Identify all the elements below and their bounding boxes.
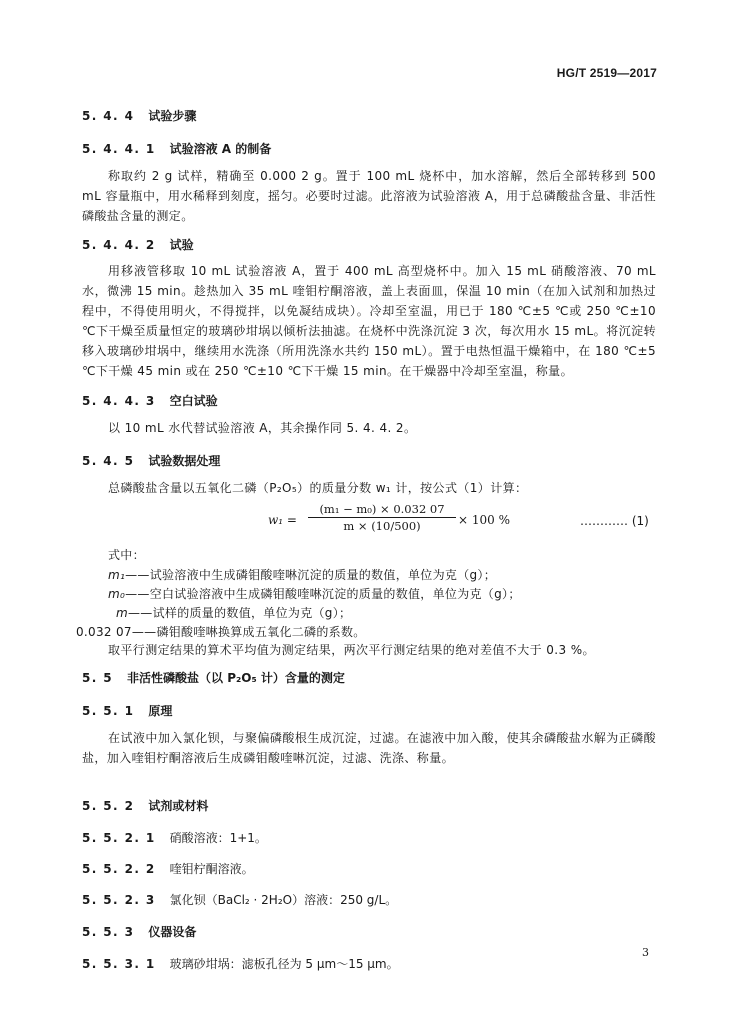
clause-number: 5. 5. 3. 1 [82,957,156,971]
clause-number: 5. 5. 2. 1 [82,831,156,845]
section-title: 原理 [148,704,173,718]
section-heading-5-4-4 [82,107,196,124]
section-title: 空白试验 [169,394,218,408]
clause-text: 氯化钡（BaCl₂ · 2H₂O）溶液：250 g/L。 [169,893,398,907]
equation-number: ………… (1) [580,514,649,528]
formula-1 [268,502,528,538]
paragraph-5-4-4-3: 以 10 mL 水代替试验溶液 A，其余操作同 5. 4. 4. 2。 [108,421,417,435]
standard-code: HG/T 2519—2017 [556,66,657,80]
section-heading-5-4-4-1 [82,140,271,157]
section-heading-5-4-5 [82,452,220,469]
paragraph-5-5-1: 在试液中加入氯化钡，与聚偏磷酸根生成沉淀，过滤。在滤液中加入酸，使其余磷酸盐水解为正磷酸盐，加入喹钼柠酮溶液后生成磷钼酸喹啉沉淀，过滤、洗涤、称量。 [82,731,656,765]
section-number: 5. 5. 3 [82,925,135,939]
formula-numerator: (m₁ − m₀) × 0.032 07 [319,502,445,516]
formula-tail: × 100 % [458,513,510,527]
section-title: 试验 [169,238,194,252]
section-title: 试验溶液 A 的制备 [169,142,272,156]
section-heading-5-5-2 [82,797,208,814]
section-number: 5. 4. 5 [82,454,135,468]
paragraph-5-4-4-2: 用移液管移取 10 mL 试验溶液 A，置于 400 mL 高型烧杯中。加入 15 mL 硝酸溶液、70 mL 水，微沸 15 min。趁热加入 35 mL 喹钼柠酮溶液，盖上表面皿，保温 10 min（在加入试剂和加热过程中，不得使用明火，不得搅拌，以免凝结成块）。冷却至室温，用已于 180 ℃±5 ℃或 250 ℃±10 ℃下干燥至质量恒定的玻璃砂坩埚以倾析法抽滤。在烧杯中洗涤沉淀 3 次，每次用水 15 mL。将沉淀转移入玻璃砂坩埚中，继续用水洗涤（所用洗涤水共约 150 mL）。置于电热恒温干燥箱中，在 180 ℃±5 ℃下干燥 45 min 或在 250 ℃±10 ℃下干燥 15 min。在干燥器中冷却至室温，称量。 [82,264,656,378]
variable-definition [116,604,351,621]
clause-5-5-3-1 [82,955,399,972]
clause-5-5-2-1 [82,829,267,846]
section-title: 试剂或材料 [148,799,209,813]
section-title: 试验步骤 [148,109,197,123]
variable-description: ——试样的质量的数值，单位为克（g）； [128,606,352,620]
variable-symbol: m [116,606,128,620]
section-heading-5-4-4-2 [82,236,194,253]
section-title: 非活性磷酸盐（以 P₂O₅ 计）含量的测定 [127,671,345,685]
section-heading-5-4-4-3 [82,392,218,409]
variable-definition [108,566,496,583]
clause-text: 喹钼柠酮溶液。 [169,862,254,876]
fraction-bar [308,517,456,518]
section-heading-5-5-3 [82,923,196,940]
clause-number: 5. 5. 2. 3 [82,893,156,907]
page-number: 3 [642,946,649,959]
section-number: 5. 5. 2 [82,799,135,813]
section-title: 仪器设备 [148,925,197,939]
formula-fraction [308,502,456,533]
section-title: 试验数据处理 [148,454,221,468]
section-number: 5. 4. 4 [82,109,135,123]
clause-number: 5. 5. 2. 2 [82,862,156,876]
section-number: 5. 4. 4. 1 [82,142,156,156]
result-statement: 取平行测定结果的算术平均值为测定结果，两次平行测定结果的绝对差值不大于 0.3 %。 [108,643,595,657]
clause-text: 玻璃砂坩埚：滤板孔径为 5 μm～15 μm。 [169,957,399,971]
section-number: 5. 4. 4. 2 [82,238,156,252]
section-number: 5. 4. 4. 3 [82,394,156,408]
formula-intro: 总磷酸盐含量以五氧化二磷（P₂O₅）的质量分数 w₁ 计，按公式（1）计算： [108,481,528,495]
variable-description: ——空白试验溶液中生成磷钼酸喹啉沉淀的质量的数值，单位为克（g）； [125,587,521,601]
clause-text: 硝酸溶液：1+1。 [169,831,267,845]
section-heading-5-5 [82,669,345,686]
variable-definition [76,623,366,640]
variable-description: ——试验溶液中生成磷钼酸喹啉沉淀的质量的数值，单位为克（g）； [125,568,497,582]
paragraph-5-4-4-1: 称取约 2 g 试样，精确至 0.000 2 g。置于 100 mL 烧杯中，加水溶解，然后全部转移到 500 mL 容量瓶中，用水稀释到刻度，摇匀。必要时过滤。此溶液为试验溶液 A，用于总磷酸盐含量、非活性磷酸盐含量的测定。 [82,169,656,223]
formula-lhs: w₁ = [268,513,297,527]
where-label: 式中： [108,548,145,562]
section-number: 5. 5 [82,671,114,685]
variable-description: ——磷钼酸喹啉换算成五氧化二磷的系数。 [131,625,366,639]
variable-definition [108,585,521,602]
clause-5-5-2-3 [82,891,397,908]
section-heading-5-5-1 [82,702,172,719]
variable-symbol: m₁ [108,568,126,582]
clause-5-5-2-2 [82,860,254,877]
formula-denominator: m × (10/500) [343,519,421,533]
variable-symbol: 0.032 07 [76,625,132,639]
section-number: 5. 5. 1 [82,704,135,718]
variable-symbol: m₀ [108,587,126,601]
